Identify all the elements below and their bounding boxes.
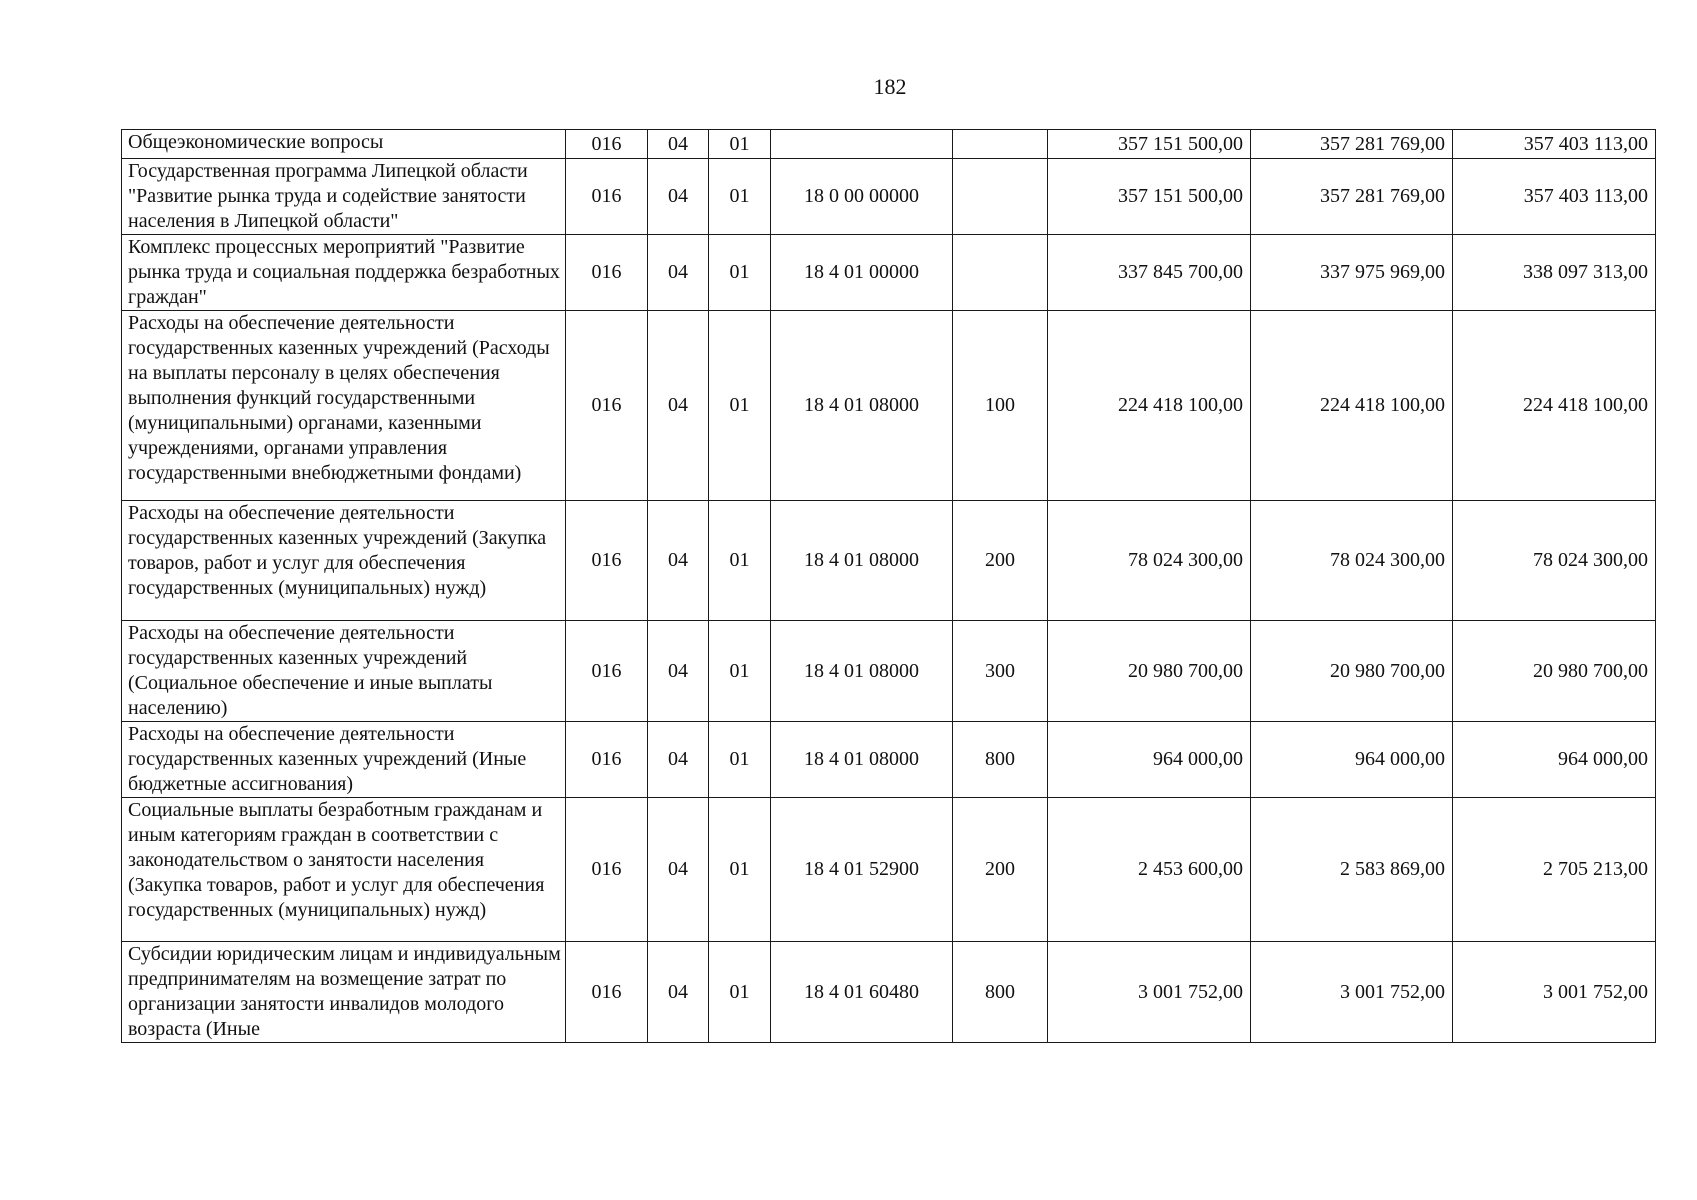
amount-year-2-cell: 224 418 100,00 [1251, 311, 1453, 501]
amount-year-1-cell: 2 453 600,00 [1048, 798, 1251, 942]
section-code-cell: 04 [648, 235, 709, 311]
expense-type-cell: 800 [953, 942, 1048, 1043]
ministry-code-cell: 016 [566, 722, 648, 798]
ministry-code-cell: 016 [566, 942, 648, 1043]
target-article-cell: 18 4 01 08000 [771, 722, 953, 798]
amount-year-3-cell: 2 705 213,00 [1453, 798, 1656, 942]
target-article-cell: 18 4 01 08000 [771, 501, 953, 621]
expense-type-cell: 800 [953, 722, 1048, 798]
amount-year-2-cell: 78 024 300,00 [1251, 501, 1453, 621]
ministry-code-cell: 016 [566, 130, 648, 159]
subsection-code-cell: 01 [709, 311, 771, 501]
ministry-code-cell: 016 [566, 501, 648, 621]
amount-year-1-cell: 337 845 700,00 [1048, 235, 1251, 311]
section-code-cell: 04 [648, 501, 709, 621]
section-code-cell: 04 [648, 942, 709, 1043]
ministry-code-cell: 016 [566, 621, 648, 722]
target-article-cell: 18 4 01 60480 [771, 942, 953, 1043]
table-row [122, 798, 1656, 942]
table-row [122, 621, 1656, 722]
section-code-cell: 04 [648, 159, 709, 235]
table-row [122, 235, 1656, 311]
section-code-cell: 04 [648, 130, 709, 159]
target-article-cell: 18 4 01 52900 [771, 798, 953, 942]
amount-year-3-cell: 78 024 300,00 [1453, 501, 1656, 621]
row-name-cell: Общеэкономические вопросы [122, 130, 566, 159]
amount-year-3-cell: 338 097 313,00 [1453, 235, 1656, 311]
amount-year-3-cell: 357 403 113,00 [1453, 159, 1656, 235]
target-article-cell: 18 0 00 00000 [771, 159, 953, 235]
row-name-cell: Социальные выплаты безработным гражданам и иным категориям граждан в соответствии с законодательством о занятости населения (Закупка товаров, работ и услуг для обеспечения государственных (муниципальных) нужд) [122, 798, 566, 942]
ministry-code-cell: 016 [566, 311, 648, 501]
amount-year-1-cell: 357 151 500,00 [1048, 159, 1251, 235]
table-row [122, 722, 1656, 798]
amount-year-2-cell: 357 281 769,00 [1251, 159, 1453, 235]
budget-table [121, 129, 1656, 1043]
ministry-code-cell: 016 [566, 235, 648, 311]
amount-year-1-cell: 357 151 500,00 [1048, 130, 1251, 159]
amount-year-2-cell: 337 975 969,00 [1251, 235, 1453, 311]
amount-year-1-cell: 3 001 752,00 [1048, 942, 1251, 1043]
row-name-cell: Расходы на обеспечение деятельности государственных казенных учреждений (Иные бюджетные ассигнования) [122, 722, 566, 798]
amount-year-2-cell: 357 281 769,00 [1251, 130, 1453, 159]
amount-year-3-cell: 224 418 100,00 [1453, 311, 1656, 501]
amount-year-2-cell: 2 583 869,00 [1251, 798, 1453, 942]
subsection-code-cell: 01 [709, 621, 771, 722]
ministry-code-cell: 016 [566, 159, 648, 235]
row-name-cell: Расходы на обеспечение деятельности государственных казенных учреждений (Социальное обеспечение и иные выплаты населению) [122, 621, 566, 722]
section-code-cell: 04 [648, 798, 709, 942]
amount-year-3-cell: 20 980 700,00 [1453, 621, 1656, 722]
section-code-cell: 04 [648, 621, 709, 722]
subsection-code-cell: 01 [709, 722, 771, 798]
amount-year-1-cell: 964 000,00 [1048, 722, 1251, 798]
table-row [122, 159, 1656, 235]
section-code-cell: 04 [648, 311, 709, 501]
section-code-cell: 04 [648, 722, 709, 798]
subsection-code-cell: 01 [709, 501, 771, 621]
target-article-cell [771, 130, 953, 159]
table-row [122, 130, 1656, 159]
target-article-cell: 18 4 01 00000 [771, 235, 953, 311]
table-row [122, 311, 1656, 501]
amount-year-3-cell: 964 000,00 [1453, 722, 1656, 798]
table-row [122, 501, 1656, 621]
expense-type-cell [953, 159, 1048, 235]
amount-year-2-cell: 964 000,00 [1251, 722, 1453, 798]
subsection-code-cell: 01 [709, 798, 771, 942]
target-article-cell: 18 4 01 08000 [771, 621, 953, 722]
subsection-code-cell: 01 [709, 235, 771, 311]
row-name-cell: Субсидии юридическим лицам и индивидуальным предпринимателям на возмещение затрат по организации занятости инвалидов молодого возраста (Иные [122, 942, 566, 1043]
amount-year-1-cell: 224 418 100,00 [1048, 311, 1251, 501]
row-name-cell: Комплекс процессных мероприятий "Развитие рынка труда и социальная поддержка безработных граждан" [122, 235, 566, 311]
expense-type-cell: 300 [953, 621, 1048, 722]
subsection-code-cell: 01 [709, 942, 771, 1043]
amount-year-1-cell: 20 980 700,00 [1048, 621, 1251, 722]
row-name-cell: Расходы на обеспечение деятельности государственных казенных учреждений (Расходы на выплаты персоналу в целях обеспечения выполнения функций государственными (муниципальными) органами, казенными учреждениями, органами управления государственными внебюджетными фондами) [122, 311, 566, 501]
expense-type-cell: 100 [953, 311, 1048, 501]
amount-year-1-cell: 78 024 300,00 [1048, 501, 1251, 621]
amount-year-2-cell: 20 980 700,00 [1251, 621, 1453, 722]
table-row [122, 942, 1656, 1043]
amount-year-3-cell: 357 403 113,00 [1453, 130, 1656, 159]
row-name-cell: Расходы на обеспечение деятельности государственных казенных учреждений (Закупка товаров, работ и услуг для обеспечения государственных (муниципальных) нужд) [122, 501, 566, 621]
ministry-code-cell: 016 [566, 798, 648, 942]
row-name-cell: Государственная программа Липецкой области "Развитие рынка труда и содействие занятости населения в Липецкой области" [122, 159, 566, 235]
subsection-code-cell: 01 [709, 130, 771, 159]
subsection-code-cell: 01 [709, 159, 771, 235]
amount-year-3-cell: 3 001 752,00 [1453, 942, 1656, 1043]
page-number: 182 [873, 74, 907, 99]
expense-type-cell: 200 [953, 798, 1048, 942]
amount-year-2-cell: 3 001 752,00 [1251, 942, 1453, 1043]
expense-type-cell: 200 [953, 501, 1048, 621]
expense-type-cell [953, 130, 1048, 159]
expense-type-cell [953, 235, 1048, 311]
target-article-cell: 18 4 01 08000 [771, 311, 953, 501]
